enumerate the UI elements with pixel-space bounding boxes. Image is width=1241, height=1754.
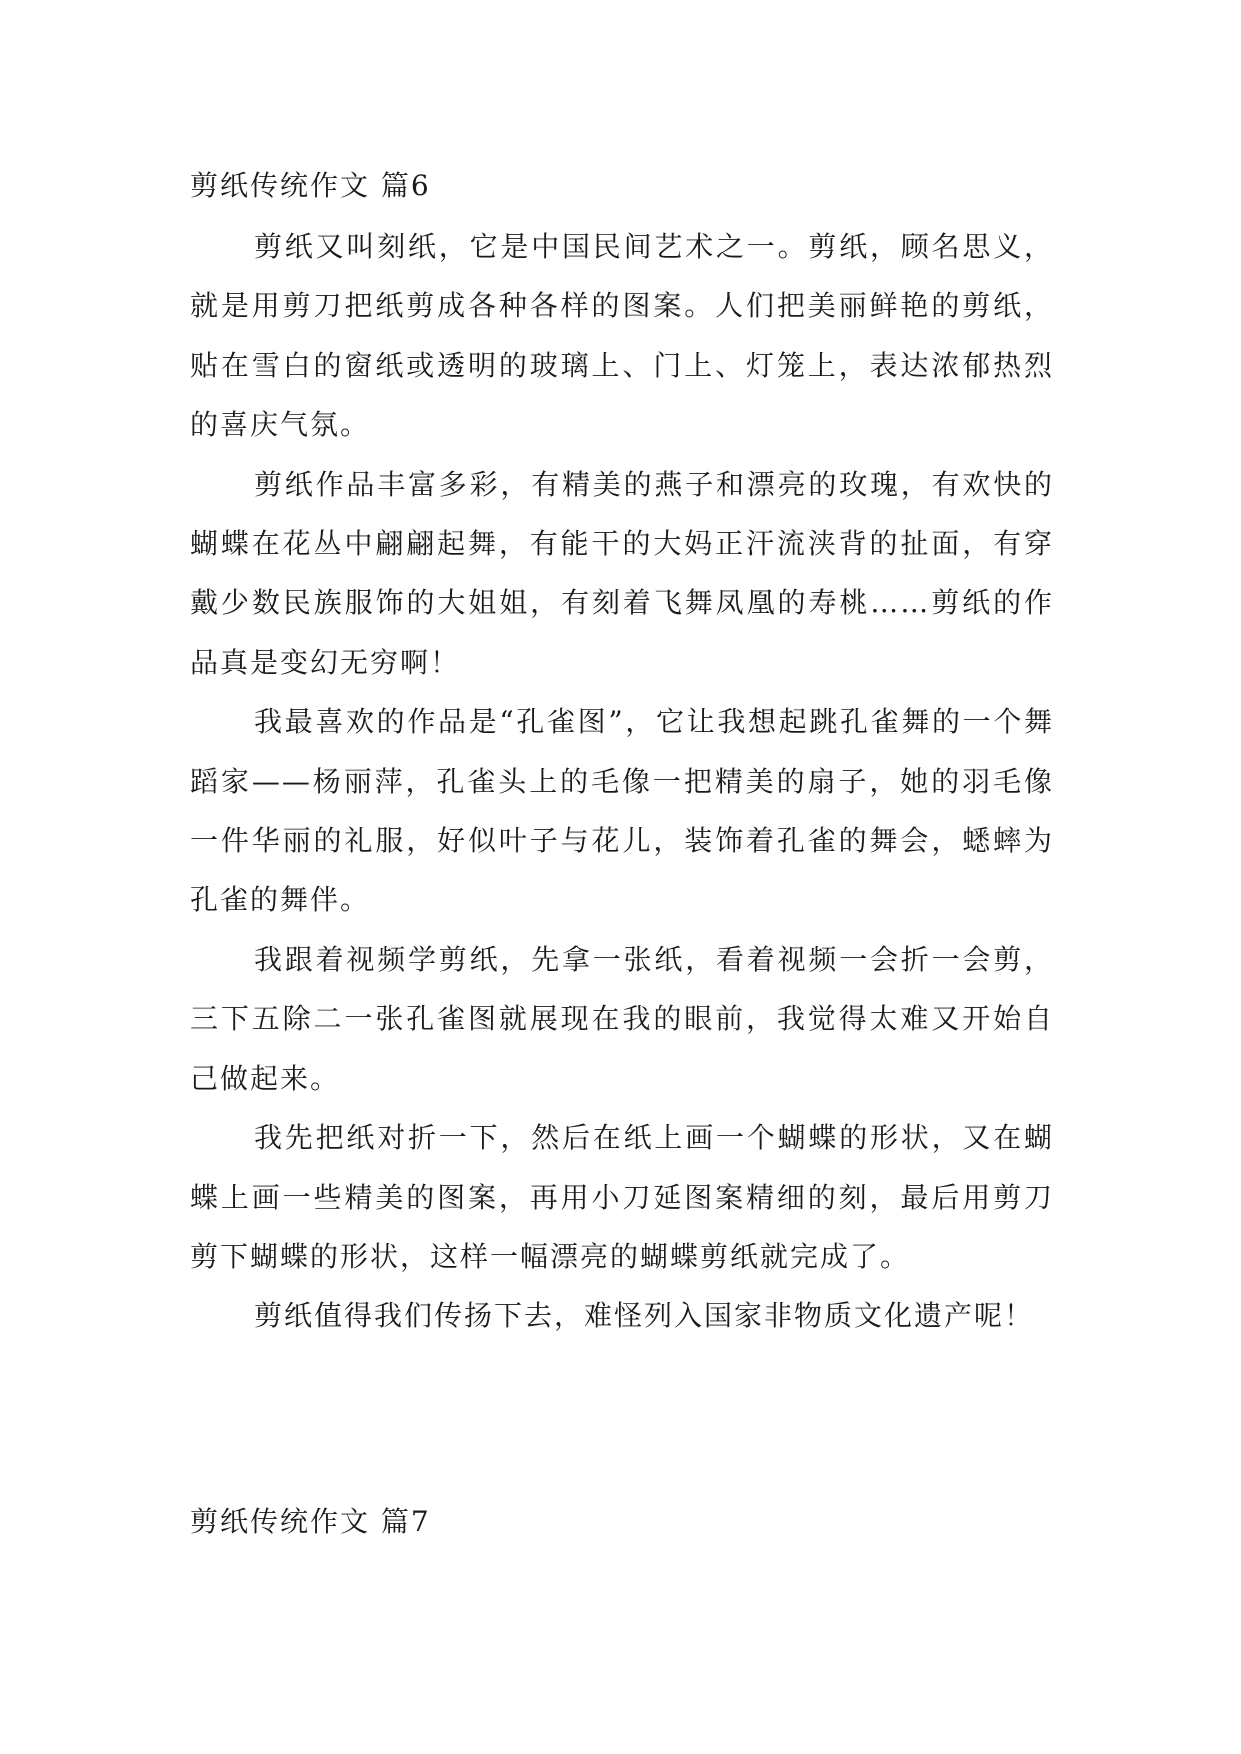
section-title-7: 剪纸传统作文 篇7 [190, 1505, 431, 1538]
paragraph-6: 剪纸值得我们传扬下去，难怪列入国家非物质文化遗产呢！ [254, 1299, 1035, 1333]
section-title-6: 剪纸传统作文 篇6 [190, 169, 431, 202]
paragraph-5: 我先把纸对折一下，然后在纸上画一个蝴蝶的形状，又在蝴蝶上画一些精美的图案，再用小刀延图案精细的刻，最后用剪刀剪下蝴蝶的形状，这样一幅漂亮的蝴蝶剪纸就完成了。 [190, 1121, 1054, 1273]
paragraph-4: 我跟着视频学剪纸，先拿一张纸，看着视频一会折一会剪，三下五除二一张孔雀图就展现在我的眼前，我觉得太难又开始自己做起来。 [190, 942, 1054, 1095]
paragraph-1: 剪纸又叫刻纸，它是中国民间艺术之一。剪纸，顾名思义，就是用剪刀把纸剪成各种各样的图案。人们把美丽鲜艳的剪纸，贴在雪白的窗纸或透明的玻璃上、门上、灯笼上，表达浓郁热烈的喜庆气氛。 [190, 230, 1054, 442]
paragraph-2: 剪纸作品丰富多彩，有精美的燕子和漂亮的玫瑰，有欢快的蝴蝶在花丛中翩翩起舞，有能干的大妈正汗流浃背的扯面，有穿戴少数民族服饰的大姐姐，有刻着飞舞凤凰的寿桃……剪纸的作品真是变幻无穷啊！ [190, 467, 1054, 679]
essay-body [190, 217, 1054, 1346]
paragraph-3: 我最喜欢的作品是“孔雀图”，它让我想起跳孔雀舞的一个舞蹈家——杨丽萍，孔雀头上的毛像一把精美的扇子，她的羽毛像一件华丽的礼服，好似叶子与花儿，装饰着孔雀的舞会，蟋蟀为孔雀的舞伴。 [190, 705, 1054, 917]
